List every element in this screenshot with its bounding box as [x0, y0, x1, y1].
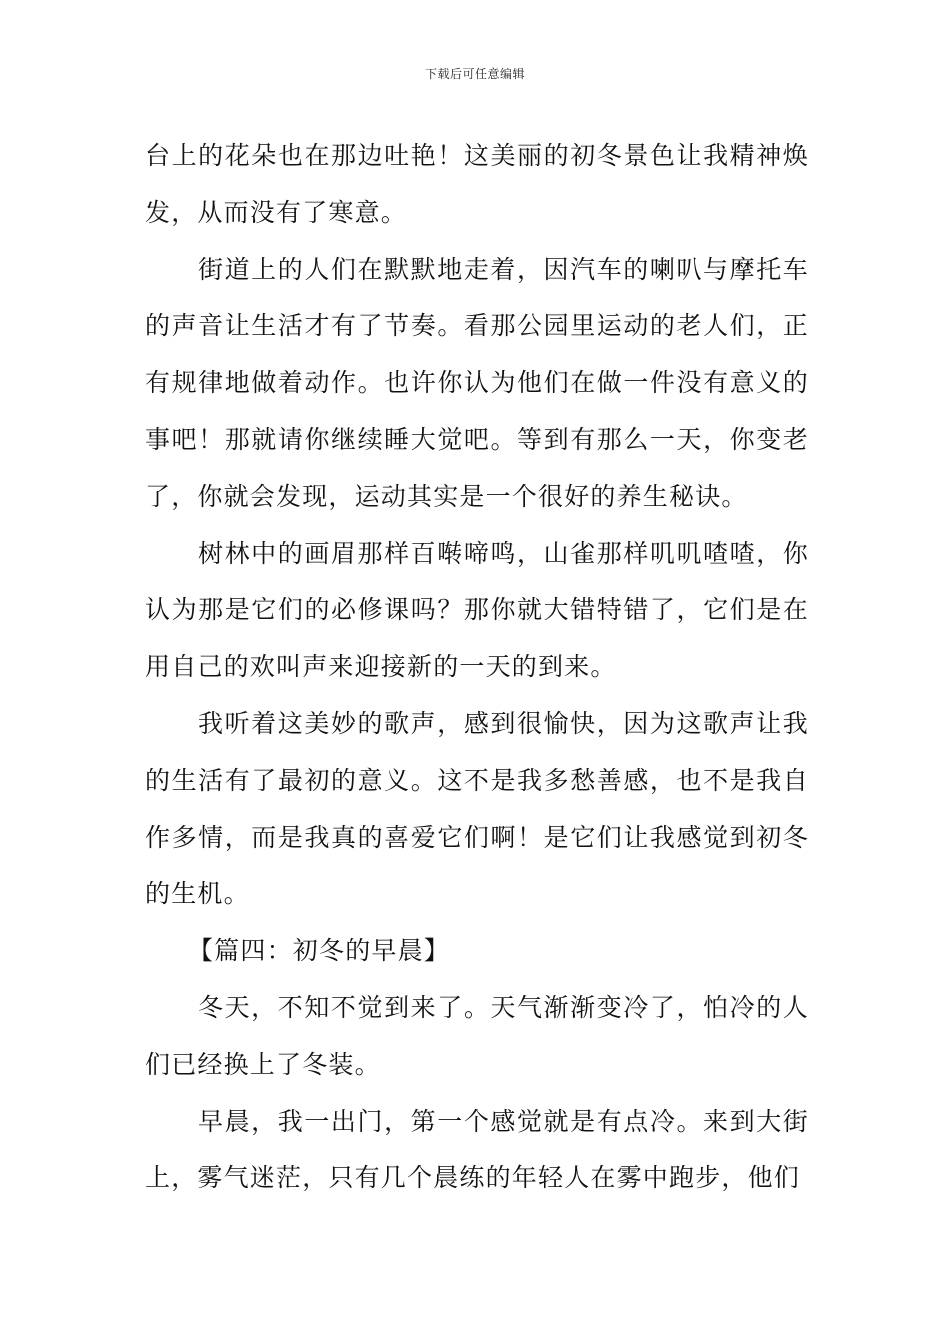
paragraph-birds: 树林中的画眉那样百啭啼鸣，山雀那样叽叽喳喳，你认为那是它们的必修课吗？那你就大错特错了，它们是在用自己的欢叫声来迎接新的一天的到来。 [145, 538, 809, 682]
document-body [145, 128, 809, 1207]
paragraph-continuation: 台上的花朵也在那边吐艳！这美丽的初冬景色让我精神焕发，从而没有了寒意。 [145, 141, 809, 227]
paragraph-winter-arrives: 冬天，不知不觉到来了。天气渐渐变冷了，怕冷的人们已经换上了冬装。 [145, 992, 809, 1079]
paragraph-street: 街道上的人们在默默地走着，因汽车的喇叭与摩托车的声音让生活才有了节奏。看那公园里运动的老人们，正有规律地做着动作。也许你认为他们在做一件没有意义的事吧！那就请你继续睡大觉吧。等到有那么一天，你变老了，你就会发现，运动其实是一个很好的养生秘诀。 [145, 254, 809, 511]
section-heading: 【篇四：初冬的早晨】 [188, 936, 451, 966]
paragraph-song: 我听着这美妙的歌声，感到很愉快，因为这歌声让我的生活有了最初的意义。这不是我多愁善感，也不是我自作多情，而是我真的喜爱它们啊！是它们让我感觉到初冬的生机。 [145, 708, 809, 909]
page-header: 下载后可任意编辑 [424, 67, 525, 81]
paragraph-morning: 早晨，我一出门，第一个感觉就是有点冷。来到大街上，雾气迷茫，只有几个晨练的年轻人在雾中跑步，他们 [145, 1106, 809, 1193]
